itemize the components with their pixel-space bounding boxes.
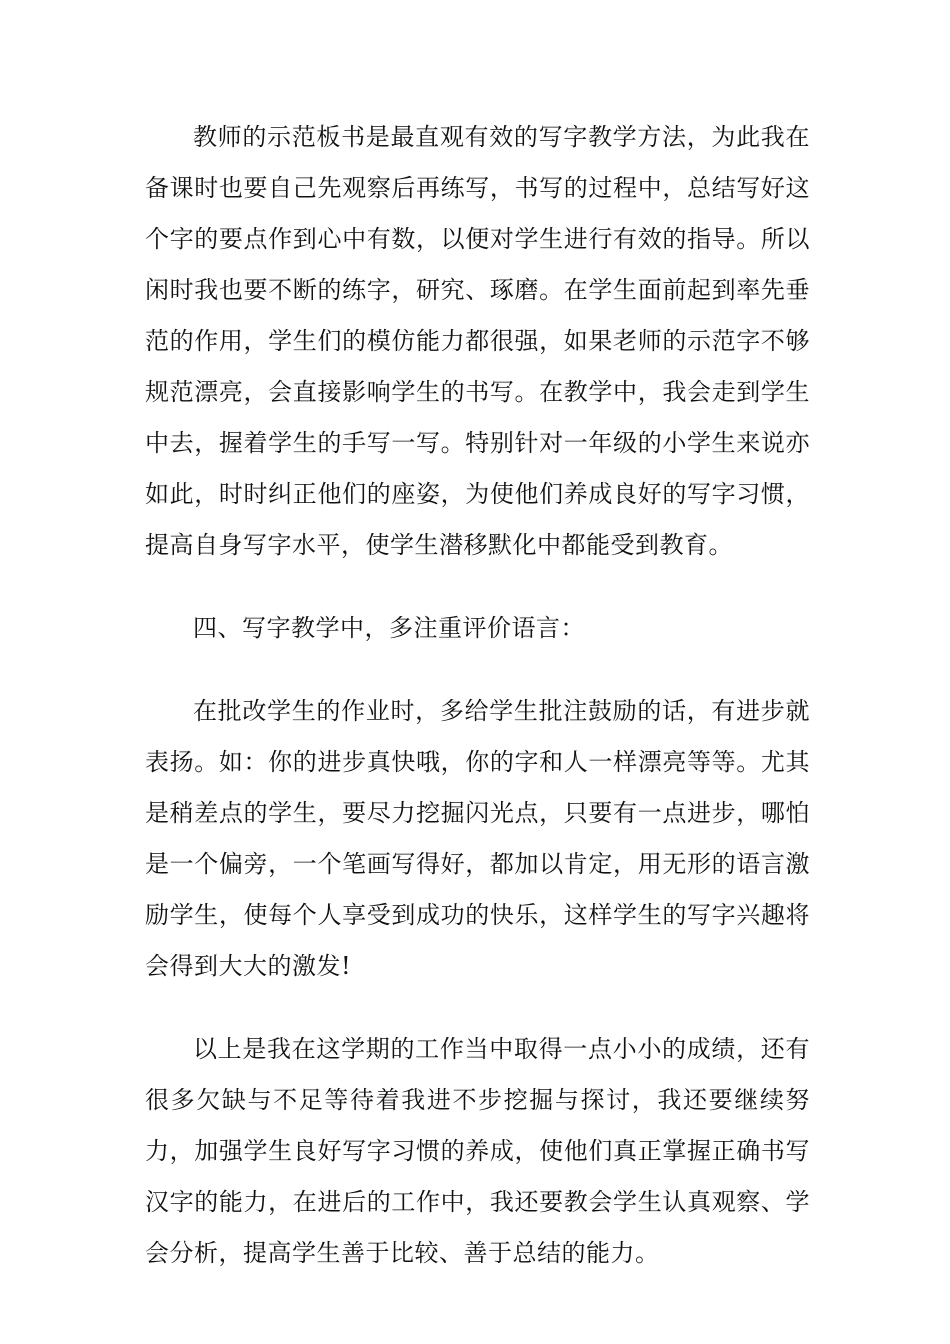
paragraph-conclusion: 以上是我在这学期的工作当中取得一点小小的成绩，还有很多欠缺与不足等待着我进不步挖掘与探讨，我还要继续努力，加强学生良好写字习惯的养成，使他们真正掌握正确书写汉字的能力，在进后的工作中，我还要教会学生认真观察、学会分析，提高学生善于比较、善于总结的能力。: [145, 1035, 810, 1267]
paragraph-teacher-demonstration: 教师的示范板书是最直观有效的写字教学方法，为此我在备课时也要自己先观察后再练写，书写的过程中，总结写好这个字的要点作到心中有数，以便对学生进行有效的指导。所以闲时我也要不断的练字，研究、琢磨。在学生面前起到率先垂范的作用，学生们的模仿能力都很强，如果老师的示范字不够规范漂亮，会直接影响学生的书写。在教学中，我会走到学生中去，握着学生的手写一写。特别针对一年级的小学生来说亦如此，时时纠正他们的座姿，为使他们养成良好的写字习惯，提高自身写字水平，使学生潜移默化中都能受到教育。: [145, 123, 810, 559]
document-body: [145, 112, 810, 1279]
paragraph-grading-encouragement: 在批改学生的作业时，多给学生批注鼓励的话，有进步就表扬。如：你的进步真快哦，你的字和人一样漂亮等等。尤其是稍差点的学生，要尽力挖掘闪光点，只要有一点进步，哪怕是一个偏旁，一个笔画写得好，都加以肯定，用无形的语言激励学生，使每个人享受到成功的快乐，这样学生的写字兴趣将会得到大大的激发!: [145, 697, 810, 980]
section-heading-evaluation-language: 四、写字教学中，多注重评价语言：: [193, 614, 585, 642]
